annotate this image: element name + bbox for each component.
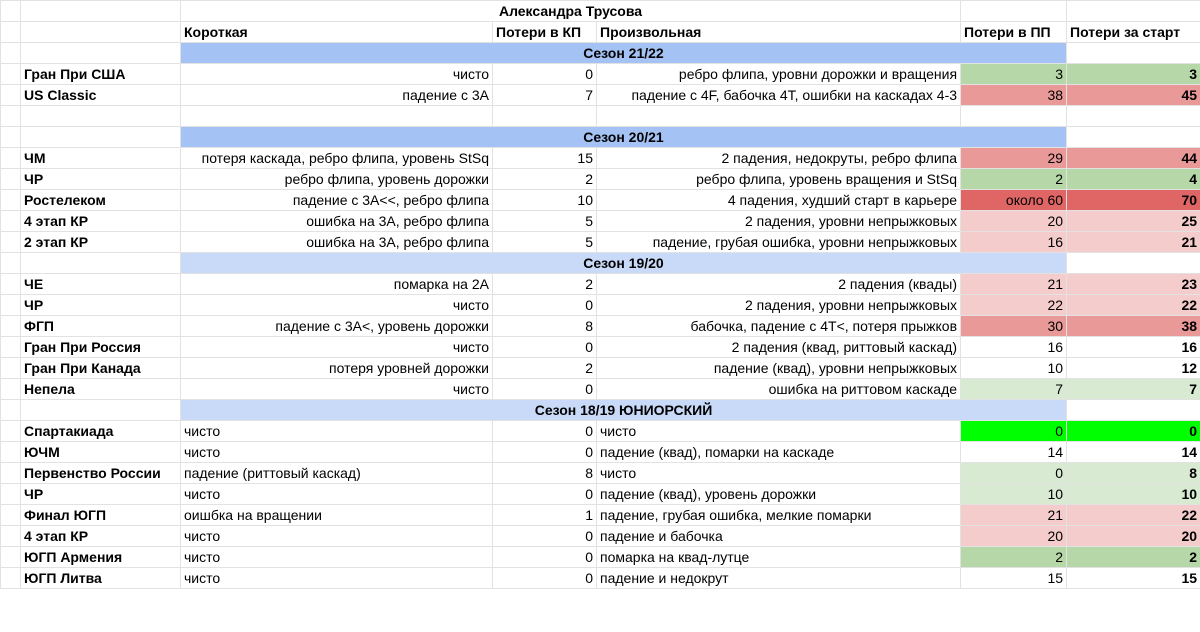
short-program-notes[interactable]: чисто <box>181 547 493 568</box>
cell[interactable] <box>1 484 21 505</box>
title-row <box>1 1 1200 22</box>
event-name[interactable]: ЮГП Армения <box>21 547 181 568</box>
cell[interactable] <box>181 106 493 127</box>
blank-row <box>1 106 1200 127</box>
free-program-loss[interactable]: 29 <box>961 148 1067 169</box>
total-loss[interactable]: 2 <box>1067 547 1200 568</box>
free-program-loss[interactable]: 7 <box>961 379 1067 400</box>
cell[interactable] <box>1 505 21 526</box>
season-header[interactable]: Сезон 21/22 <box>181 43 1067 64</box>
short-program-loss[interactable]: 15 <box>493 148 597 169</box>
total-loss[interactable]: 8 <box>1067 463 1200 484</box>
free-program-notes[interactable]: падение (квад), уровень дорожки <box>597 484 961 505</box>
cell[interactable] <box>1 169 21 190</box>
cell[interactable] <box>1 379 21 400</box>
table-row <box>1 295 1200 316</box>
short-program-notes[interactable]: потеря каскада, ребро флипа, уровень StSq <box>181 148 493 169</box>
free-program-notes[interactable]: падение, грубая ошибка, мелкие помарки <box>597 505 961 526</box>
cell[interactable] <box>1 421 21 442</box>
short-program-loss[interactable]: 0 <box>493 379 597 400</box>
total-loss[interactable]: 12 <box>1067 358 1200 379</box>
free-program-notes[interactable]: 2 падения, уровни непрыжковых <box>597 211 961 232</box>
free-program-notes[interactable]: падение и недокрут <box>597 568 961 589</box>
cell[interactable] <box>961 106 1067 127</box>
short-program-notes[interactable]: потеря уровней дорожки <box>181 358 493 379</box>
event-name[interactable]: Гран При Россия <box>21 337 181 358</box>
header-short[interactable]: Короткая <box>181 22 493 43</box>
short-program-loss[interactable]: 0 <box>493 64 597 85</box>
short-program-notes[interactable]: ошибка на 3А, ребро флипа <box>181 211 493 232</box>
short-program-notes[interactable]: чисто <box>181 64 493 85</box>
total-loss[interactable]: 10 <box>1067 484 1200 505</box>
free-program-loss[interactable]: 20 <box>961 526 1067 547</box>
total-loss[interactable]: 25 <box>1067 211 1200 232</box>
free-program-notes[interactable]: 2 падения, уровни непрыжковых <box>597 295 961 316</box>
season-row <box>1 253 1200 274</box>
cell[interactable] <box>1 463 21 484</box>
season-header[interactable]: Сезон 18/19 ЮНИОРСКИЙ <box>181 400 1067 421</box>
cell[interactable] <box>1 337 21 358</box>
cell[interactable] <box>1 1 21 22</box>
free-program-notes[interactable]: чисто <box>597 421 961 442</box>
free-program-notes[interactable]: падение, грубая ошибка, уровни непрыжковых <box>597 232 961 253</box>
table-row <box>1 274 1200 295</box>
short-program-notes[interactable]: падение с 3А<<, ребро флипа <box>181 190 493 211</box>
short-program-loss[interactable]: 0 <box>493 295 597 316</box>
cell[interactable] <box>1 106 21 127</box>
free-program-loss[interactable]: около 60 <box>961 190 1067 211</box>
free-program-notes[interactable]: бабочка, падение с 4Т<, потеря прыжков <box>597 316 961 337</box>
total-loss[interactable]: 14 <box>1067 442 1200 463</box>
season-header[interactable]: Сезон 20/21 <box>181 127 1067 148</box>
short-program-loss[interactable]: 2 <box>493 169 597 190</box>
cell[interactable] <box>21 127 181 148</box>
event-name[interactable]: 4 этап КР <box>21 526 181 547</box>
total-loss[interactable]: 7 <box>1067 379 1200 400</box>
cell[interactable] <box>1 232 21 253</box>
table-row <box>1 463 1200 484</box>
short-program-loss[interactable]: 8 <box>493 316 597 337</box>
cell[interactable] <box>1 43 21 64</box>
event-name[interactable]: Гран При США <box>21 64 181 85</box>
short-program-loss[interactable]: 0 <box>493 568 597 589</box>
event-name[interactable]: Непела <box>21 379 181 400</box>
short-program-loss[interactable]: 7 <box>493 85 597 106</box>
total-loss[interactable]: 45 <box>1067 85 1200 106</box>
table-row <box>1 421 1200 442</box>
event-name[interactable]: Гран При Канада <box>21 358 181 379</box>
short-program-loss[interactable]: 0 <box>493 421 597 442</box>
event-name[interactable]: ЧР <box>21 295 181 316</box>
cell[interactable] <box>21 1 181 22</box>
total-loss[interactable]: 23 <box>1067 274 1200 295</box>
short-program-notes[interactable]: ошибка на 3А, ребро флипа <box>181 232 493 253</box>
total-loss[interactable]: 38 <box>1067 316 1200 337</box>
total-loss[interactable]: 20 <box>1067 526 1200 547</box>
table-row <box>1 379 1200 400</box>
event-name[interactable]: ФГП <box>21 316 181 337</box>
event-name[interactable]: ЮЧМ <box>21 442 181 463</box>
free-program-notes[interactable]: 2 падения (квады) <box>597 274 961 295</box>
free-program-notes[interactable]: ребро флипа, уровни дорожки и вращения <box>597 64 961 85</box>
cell[interactable] <box>1 274 21 295</box>
free-program-notes[interactable]: 2 падения (квад, риттовый каскад) <box>597 337 961 358</box>
table-row <box>1 526 1200 547</box>
cell[interactable] <box>1067 253 1200 274</box>
event-name[interactable]: 4 этап КР <box>21 211 181 232</box>
free-program-loss[interactable]: 3 <box>961 64 1067 85</box>
event-name[interactable]: ЧМ <box>21 148 181 169</box>
cell[interactable] <box>493 106 597 127</box>
event-name[interactable]: 2 этап КР <box>21 232 181 253</box>
total-loss[interactable]: 3 <box>1067 64 1200 85</box>
free-program-loss[interactable]: 2 <box>961 547 1067 568</box>
total-loss[interactable]: 4 <box>1067 169 1200 190</box>
cell[interactable] <box>21 253 181 274</box>
header-row <box>1 22 1200 43</box>
total-loss[interactable]: 16 <box>1067 337 1200 358</box>
short-program-notes[interactable]: чисто <box>181 484 493 505</box>
short-program-notes[interactable]: чисто <box>181 421 493 442</box>
free-program-loss[interactable]: 21 <box>961 274 1067 295</box>
header-free-loss[interactable]: Потери в ПП <box>961 22 1067 43</box>
short-program-loss[interactable]: 8 <box>493 463 597 484</box>
cell[interactable] <box>21 43 181 64</box>
short-program-notes[interactable]: помарка на 2А <box>181 274 493 295</box>
season-row <box>1 400 1200 421</box>
short-program-notes[interactable]: чисто <box>181 337 493 358</box>
cell[interactable] <box>1 547 21 568</box>
free-program-notes[interactable]: падение (квад), уровни непрыжковых <box>597 358 961 379</box>
table-row <box>1 169 1200 190</box>
table-row <box>1 484 1200 505</box>
cell[interactable] <box>1067 43 1200 64</box>
event-name[interactable]: US Classic <box>21 85 181 106</box>
header-free[interactable]: Произвольная <box>597 22 961 43</box>
free-program-notes[interactable]: падение с 4F, бабочка 4Т, ошибки на каскадах 4-3 <box>597 85 961 106</box>
table-row <box>1 337 1200 358</box>
sheet-title[interactable]: Александра Трусова <box>181 1 961 22</box>
total-loss[interactable]: 15 <box>1067 568 1200 589</box>
cell[interactable] <box>1067 127 1200 148</box>
free-program-notes[interactable]: 4 падения, худший старт в карьере <box>597 190 961 211</box>
short-program-notes[interactable]: падение с 3А<, уровень дорожки <box>181 316 493 337</box>
cell[interactable] <box>21 400 181 421</box>
cell[interactable] <box>1067 106 1200 127</box>
free-program-loss[interactable]: 16 <box>961 337 1067 358</box>
free-program-loss[interactable]: 38 <box>961 85 1067 106</box>
free-program-notes[interactable]: чисто <box>597 463 961 484</box>
free-program-loss[interactable]: 14 <box>961 442 1067 463</box>
short-program-loss[interactable]: 0 <box>493 526 597 547</box>
event-name[interactable]: ЧР <box>21 484 181 505</box>
short-program-loss[interactable]: 2 <box>493 274 597 295</box>
event-name[interactable]: ЧР <box>21 169 181 190</box>
free-program-loss[interactable]: 2 <box>961 169 1067 190</box>
short-program-notes[interactable]: чисто <box>181 379 493 400</box>
free-program-loss[interactable]: 30 <box>961 316 1067 337</box>
cell[interactable] <box>1 253 21 274</box>
cell[interactable] <box>1 64 21 85</box>
short-program-notes[interactable]: чисто <box>181 526 493 547</box>
short-program-loss[interactable]: 5 <box>493 232 597 253</box>
free-program-loss[interactable]: 16 <box>961 232 1067 253</box>
total-loss[interactable]: 22 <box>1067 505 1200 526</box>
cell[interactable] <box>1 358 21 379</box>
event-name[interactable]: Спартакиада <box>21 421 181 442</box>
table-row <box>1 148 1200 169</box>
free-program-loss[interactable]: 20 <box>961 211 1067 232</box>
table-row <box>1 442 1200 463</box>
cell[interactable] <box>1 526 21 547</box>
total-loss[interactable]: 22 <box>1067 295 1200 316</box>
short-program-notes[interactable]: чисто <box>181 568 493 589</box>
cell[interactable] <box>1 85 21 106</box>
cell[interactable] <box>597 106 961 127</box>
table-row <box>1 64 1200 85</box>
cell[interactable] <box>1067 1 1200 22</box>
header-total-loss[interactable]: Потери за старт <box>1067 22 1200 43</box>
total-loss[interactable]: 21 <box>1067 232 1200 253</box>
cell[interactable] <box>1 127 21 148</box>
event-name[interactable]: ЮГП Литва <box>21 568 181 589</box>
free-program-notes[interactable]: ребро флипа, уровень вращения и StSq <box>597 169 961 190</box>
short-program-loss[interactable]: 2 <box>493 358 597 379</box>
event-name[interactable]: ЧЕ <box>21 274 181 295</box>
cell[interactable] <box>1 316 21 337</box>
cell[interactable] <box>21 106 181 127</box>
season-row <box>1 127 1200 148</box>
short-program-loss[interactable]: 0 <box>493 337 597 358</box>
short-program-loss[interactable]: 0 <box>493 484 597 505</box>
cell[interactable] <box>1 22 21 43</box>
short-program-loss[interactable]: 10 <box>493 190 597 211</box>
cell[interactable] <box>961 1 1067 22</box>
table-row <box>1 568 1200 589</box>
short-program-loss[interactable]: 1 <box>493 505 597 526</box>
short-program-notes[interactable]: чисто <box>181 442 493 463</box>
table-row <box>1 85 1200 106</box>
free-program-loss[interactable]: 10 <box>961 358 1067 379</box>
short-program-loss[interactable]: 5 <box>493 211 597 232</box>
short-program-notes[interactable]: чисто <box>181 295 493 316</box>
season-header[interactable]: Сезон 19/20 <box>181 253 1067 274</box>
cell[interactable] <box>1 295 21 316</box>
short-program-notes[interactable]: оишбка на вращении <box>181 505 493 526</box>
event-name[interactable]: Ростелеком <box>21 190 181 211</box>
cell[interactable] <box>1 148 21 169</box>
free-program-notes[interactable]: ошибка на риттовом каскаде <box>597 379 961 400</box>
cell[interactable] <box>1 211 21 232</box>
cell[interactable] <box>1 568 21 589</box>
free-program-notes[interactable]: падение и бабочка <box>597 526 961 547</box>
total-loss[interactable]: 0 <box>1067 421 1200 442</box>
free-program-notes[interactable]: 2 падения, недокруты, ребро флипа <box>597 148 961 169</box>
free-program-notes[interactable]: падение (квад), помарки на каскаде <box>597 442 961 463</box>
table-row <box>1 505 1200 526</box>
free-program-loss[interactable]: 22 <box>961 295 1067 316</box>
cell[interactable] <box>1 400 21 421</box>
free-program-loss[interactable]: 10 <box>961 484 1067 505</box>
short-program-loss[interactable]: 0 <box>493 547 597 568</box>
free-program-loss[interactable]: 0 <box>961 463 1067 484</box>
total-loss[interactable]: 70 <box>1067 190 1200 211</box>
free-program-loss[interactable]: 0 <box>961 421 1067 442</box>
cell[interactable] <box>1067 400 1200 421</box>
event-name[interactable]: Первенство России <box>21 463 181 484</box>
short-program-notes[interactable]: падение с 3А <box>181 85 493 106</box>
event-name[interactable]: Финал ЮГП <box>21 505 181 526</box>
table-row <box>1 190 1200 211</box>
table-row <box>1 358 1200 379</box>
free-program-notes[interactable]: помарка на квад-лутце <box>597 547 961 568</box>
short-program-notes[interactable]: падение (риттовый каскад) <box>181 463 493 484</box>
table-row <box>1 211 1200 232</box>
short-program-loss[interactable]: 0 <box>493 442 597 463</box>
total-loss[interactable]: 44 <box>1067 148 1200 169</box>
sheet-body <box>1 1 1200 589</box>
cell[interactable] <box>1 190 21 211</box>
header-short-loss[interactable]: Потери в КП <box>493 22 597 43</box>
free-program-loss[interactable]: 15 <box>961 568 1067 589</box>
cell[interactable] <box>1 442 21 463</box>
free-program-loss[interactable]: 21 <box>961 505 1067 526</box>
cell[interactable] <box>21 22 181 43</box>
table-row <box>1 232 1200 253</box>
short-program-notes[interactable]: ребро флипа, уровень дорожки <box>181 169 493 190</box>
season-row <box>1 43 1200 64</box>
table-row <box>1 316 1200 337</box>
table-row <box>1 547 1200 568</box>
